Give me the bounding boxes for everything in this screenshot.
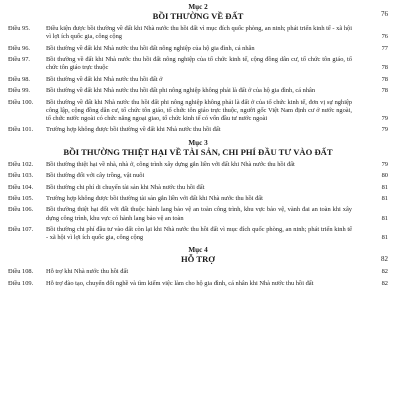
page-number: 81 (381, 234, 388, 242)
toc-section-muc-2 (8, 3, 388, 135)
toc-entry[interactable] (8, 203, 388, 223)
page-number: 79 (381, 160, 388, 168)
article-number: Điều 95. (8, 25, 31, 33)
toc-entry[interactable] (8, 277, 388, 288)
page-number: 78 (381, 87, 388, 95)
article-number: Điều 109. (8, 279, 34, 287)
article-number: Điều 99. (8, 87, 31, 95)
article-number: Điều 97. (8, 56, 31, 64)
section-label: Mục 2 (188, 3, 208, 11)
page-number: 77 (381, 44, 388, 52)
article-number: Điều 98. (8, 75, 31, 83)
page-number: 78 (381, 75, 388, 83)
article-title: Bồi thường về đất khi Nhà nước thu hồi đất ở (46, 75, 163, 83)
toc-section-muc-4 (8, 246, 388, 288)
toc-entry[interactable] (8, 265, 388, 276)
toc-entry[interactable] (8, 73, 388, 84)
toc-entry[interactable] (8, 223, 388, 243)
article-number: Điều 107. (8, 225, 34, 233)
article-title: Bồi thường về đất khi Nhà nước thu hồi đất nông nghiệp của tổ chức kinh tế, cộng đồng dân cư, tổ chức tôn giáo, tổ chức tôn giáo trực thuộc (46, 56, 352, 72)
page-number: 82 (381, 268, 388, 276)
article-title: Trường hợp không được bồi thường tài sản gắn liền với đất khi Nhà nước thu hồi đất (46, 194, 263, 202)
article-title: Bồi thường đối với cây trồng, vật nuôi (46, 172, 145, 180)
page-number: 76 (381, 33, 388, 41)
article-number: Điều 106. (8, 206, 34, 214)
section-page-number: 76 (381, 10, 388, 18)
toc-entry[interactable] (8, 95, 388, 123)
page-number: 81 (381, 183, 388, 191)
toc-entry[interactable] (8, 42, 388, 53)
section-page-number: 82 (381, 255, 388, 264)
page-number: 82 (381, 279, 388, 287)
toc-entry[interactable] (8, 123, 388, 134)
toc-entry[interactable] (8, 169, 388, 180)
article-title: Hỗ trợ khi Nhà nước thu hồi đất (46, 268, 129, 276)
article-title: Bồi thường về đất khi Nhà nước thu hồi đất phi nông nghiệp không phải là đất ở của hộ gia đình, cá nhân (46, 87, 316, 95)
article-number: Điều 103. (8, 172, 34, 180)
article-title: Bồi thường chi phí di chuyển tài sản khi Nhà nước thu hồi đất (46, 183, 205, 191)
toc-entry[interactable] (8, 84, 388, 95)
article-title: Bồi thường chi phí đầu tư vào đất còn lại khi Nhà nước thu hồi đất vì mục đích quốc phòng, an ninh; phát triển kinh tế - xã hội vì lợi ích quốc gia, công cộng (46, 225, 352, 242)
page-number: 80 (381, 172, 388, 180)
toc-entry[interactable] (8, 22, 388, 42)
section-title: BỒI THƯỜNG VỀ ĐẤT (152, 11, 244, 21)
article-number: Điều 96. (8, 44, 31, 52)
toc-entry[interactable] (8, 53, 388, 73)
article-number: Điều 101. (8, 126, 34, 134)
page-number: 79 (381, 126, 388, 134)
page-number: 79 (381, 114, 388, 122)
article-title: Hỗ trợ đào tạo, chuyển đổi nghề và tìm kiếm việc làm cho hộ gia đình, cá nhân khi Nhà nước thu hồi đất (46, 279, 314, 287)
article-number: Điều 104. (8, 183, 34, 191)
section-title: BỒI THƯỜNG THIỆT HẠI VỀ TÀI SẢN, CHI PHÍ ĐẦU TƯ VÀO ĐẤT (63, 146, 333, 157)
article-title: Bồi thường về đất khi Nhà nước thu hồi đất nông nghiệp của hộ gia đình, cá nhân (46, 44, 255, 52)
article-title: Trường hợp không được bồi thường về đất khi Nhà nước thu hồi đất (46, 126, 221, 134)
article-number: Điều 108. (8, 268, 34, 276)
page-number: 81 (381, 214, 388, 222)
article-number: Điều 100. (8, 98, 34, 106)
article-title: Bồi thường về đất khi Nhà nước thu hồi đất phi nông nghiệp không phải là đất ở của tổ chức kinh tế, đơn vị sự nghiệp công lập, cộng đồng dân cư, tổ chức tôn giáo, tổ chức tôn giáo trực thuộc, người gốc Việt Nam định cư ở nước ngoài, tổ chức nước ngoài có chức năng ngoại giao, tổ chức kinh tế có vốn đầu tư nước ngoài (46, 98, 352, 122)
toc-entry[interactable] (8, 192, 388, 203)
article-number: Điều 102. (8, 160, 34, 168)
toc-section-muc-3 (8, 139, 388, 243)
toc-entry[interactable] (8, 158, 388, 169)
section-label: Mục 3 (188, 138, 208, 147)
toc-entry[interactable] (8, 180, 388, 191)
article-title: Điều kiện được bồi thường về đất khi Nhà nước thu hồi đất vì mục đích quốc phòng, an ninh; phát triển kinh tế - xã hội vì lợi ích quốc gia, công cộng (46, 25, 352, 41)
article-title: Bồi thường thiệt hại về nhà, nhà ở, công trình xây dựng gắn liền với đất khi Nhà nước thu hồi đất (46, 160, 295, 168)
page-number: 78 (381, 64, 388, 72)
article-title: Bồi thường thiệt hại đối với đất thuộc hành lang bảo vệ an toàn công trình, khu vực bảo vệ, vành đai an toàn khi xây dựng công trình, khu vực có hành lang bảo vệ an toàn (46, 206, 352, 222)
section-label: Mục 4 (188, 246, 208, 255)
page-number: 81 (381, 194, 388, 202)
article-number: Điều 105. (8, 194, 34, 202)
section-title: HỖ TRỢ (181, 254, 215, 265)
